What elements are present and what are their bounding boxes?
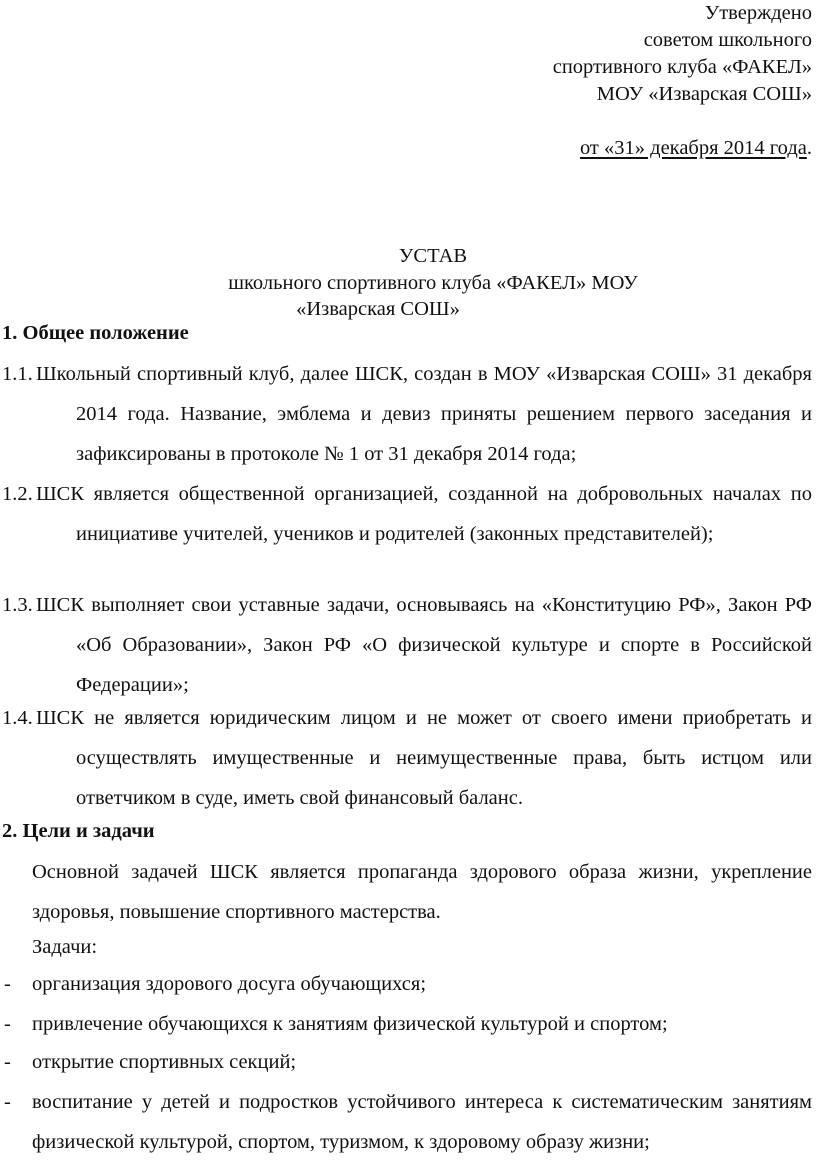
bullet-dash: - — [4, 973, 11, 995]
task-bullet — [0, 1082, 812, 1162]
approval-line-4: МОУ «Изварская СОШ» — [596, 83, 812, 105]
section-2-intro: Основной задачей ШСК является пропаганда здорового образа жизни, укрепление здоровья, повышение спортивного мастерства. — [32, 861, 812, 923]
bullet-dash: - — [4, 1091, 11, 1113]
item-number: 1.4. — [2, 707, 33, 729]
item-text: ШСК не является юридическим лицом и не может от своего имени приобретать и осуществлять имущественные и неимущественные права, быть истцом или ответчиком в суде, иметь свой финансовый баланс. — [36, 707, 812, 809]
bullet-dash: - — [4, 1051, 11, 1073]
item-number: 1.3. — [2, 594, 33, 616]
bullet-text: привлечение обучающихся к занятиям физической культурой и спортом; — [32, 1013, 668, 1035]
bullet-text: воспитание у детей и подростков устойчивого интереса к систематическим занятиям физической культурой, спортом, туризмом, к здоровому образу жизни; — [32, 1091, 812, 1153]
approval-date-suffix: . — [806, 137, 812, 159]
approval-line-2: советом школьного — [643, 29, 812, 51]
document-title: УСТАВ — [398, 245, 468, 267]
item-text: ШСК выполняет свои уставные задачи, основываясь на «Конституцию РФ», Закон РФ «Об Образовании», Закон РФ «О физической культуре и спорте в Российской Федерации»; — [36, 594, 812, 696]
bullet-text: организация здорового досуга обучающихся; — [32, 973, 427, 995]
document-subtitle-line-2: «Изварская СОШ» — [296, 298, 460, 320]
task-bullet — [0, 1004, 812, 1044]
item-text: ШСК является общественной организацией, созданной на добровольных началах по инициативе учителей, учеников и родителей (законных представителей); — [36, 483, 812, 545]
document-subtitle-line-1: школьного спортивного клуба «ФАКЕЛ» МОУ — [228, 272, 638, 294]
section-1-item — [2, 474, 812, 554]
approval-date-underlined: от «31» декабря 2014 года — [579, 137, 807, 159]
item-number: 1.2. — [2, 483, 33, 505]
task-bullet — [0, 1042, 812, 1082]
approval-line-3: спортивного клуба «ФАКЕЛ» — [552, 56, 812, 78]
section-1-heading: 1. Общее положение — [2, 322, 189, 344]
section-2-heading: 2. Цели и задачи — [2, 820, 155, 842]
approval-date — [580, 137, 812, 160]
section-1-item — [2, 698, 812, 818]
section-1-item — [2, 585, 812, 705]
tasks-label: Задачи: — [32, 936, 98, 958]
item-number: 1.1. — [2, 363, 33, 385]
approval-line-1: Утверждено — [704, 2, 812, 24]
task-bullet — [0, 964, 812, 1004]
bullet-text: открытие спортивных секций; — [32, 1051, 297, 1073]
bullet-dash: - — [4, 1013, 11, 1035]
section-1-item — [2, 354, 812, 474]
item-text: Школьный спортивный клуб, далее ШСК, создан в МОУ «Изварская СОШ» 31 декабря 2014 года. Название, эмблема и девиз приняты решением первого заседания и зафиксированы в протоколе № 1 от 31 декабря 2014 года; — [36, 363, 812, 465]
